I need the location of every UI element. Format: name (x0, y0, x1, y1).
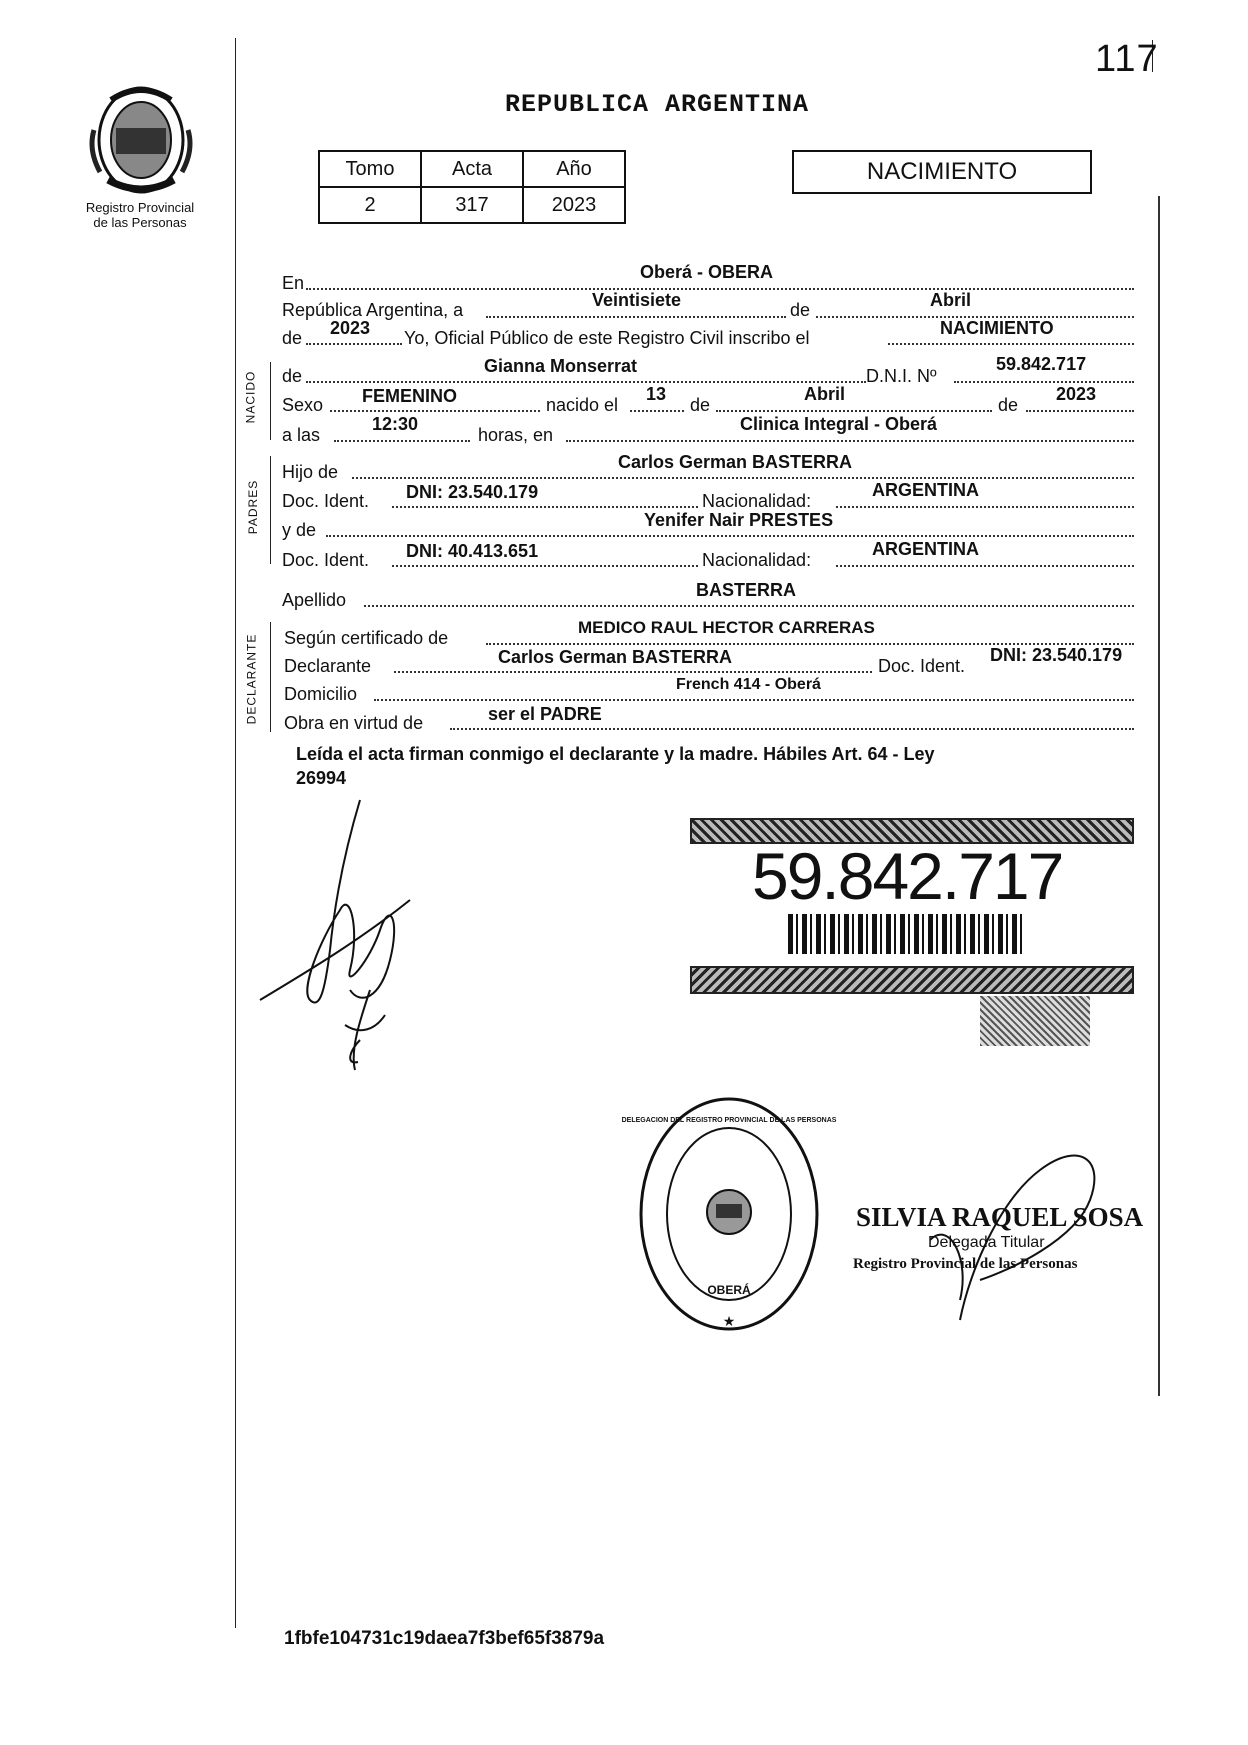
official-org: Registro Provincial de las Personas (853, 1256, 1078, 1272)
dotted-line (836, 506, 1134, 508)
label-declarante: Declarante (284, 656, 372, 676)
label-doc-ident: Doc. Ident. (282, 491, 370, 511)
dotted-line (330, 410, 540, 412)
value-nombre: Gianna Monserrat (484, 356, 638, 376)
value-mes-nac: Abril (804, 384, 846, 404)
value-tomo: 2 (319, 187, 421, 223)
value-mes: Abril (930, 290, 972, 310)
dotted-line (630, 410, 684, 412)
value-madre: Yenifer Nair PRESTES (644, 510, 834, 530)
official-stamp (621, 1094, 837, 1334)
label-doc-ident-2: Doc. Ident. (282, 550, 370, 570)
value-hora: 12:30 (372, 414, 419, 434)
register-table (318, 150, 626, 224)
value-acto: NACIMIENTO (940, 318, 1054, 338)
dotted-line (486, 316, 786, 318)
value-padre-dni: DNI: 23.540.179 (406, 482, 539, 502)
section-declarante: DECLARANTE (244, 633, 259, 725)
svg-text:★: ★ (722, 1313, 736, 1329)
label-republica: República Argentina, a (282, 300, 464, 320)
value-lugar-nac: Clinica Integral - Oberá (740, 414, 938, 434)
label-de-nombre: de (282, 366, 303, 386)
dotted-line (334, 440, 470, 442)
dotted-line (306, 343, 402, 345)
label-yo-oficial: Yo, Oficial Público de este Registro Civil inscribo el (404, 328, 810, 348)
dotted-line (364, 605, 1134, 607)
document-hash: 1fbfe104731c19daea7f3bef65f3879a (284, 1628, 605, 1649)
label-doc-ident-decl: Doc. Ident. (878, 656, 966, 676)
svg-text:OBERÁ: OBERÁ (707, 1283, 751, 1297)
value-declarante-dni: DNI: 23.540.179 (990, 645, 1123, 665)
dotted-line (352, 477, 1134, 479)
value-dia: Veintisiete (592, 290, 682, 310)
dotted-line (836, 565, 1134, 567)
value-anio-nac: 2023 (1056, 384, 1097, 404)
label-nacido-el: nacido el (546, 395, 619, 415)
value-madre-dni: DNI: 40.413.651 (406, 541, 539, 561)
value-lugar: Oberá - OBERA (640, 262, 774, 282)
label-apellido: Apellido (282, 590, 347, 610)
dotted-line (306, 381, 866, 383)
value-domicilio: French 414 - Oberá (676, 676, 821, 693)
dotted-line (306, 288, 1134, 290)
dni-security-strip-bottom (690, 966, 1134, 994)
value-anio: 2023 (523, 187, 625, 223)
act-type-box: NACIMIENTO (792, 150, 1092, 194)
value-dia-nac: 13 (646, 384, 667, 404)
left-margin-line (235, 38, 236, 1628)
declarant-signature (250, 790, 450, 1090)
header-acta: Acta (421, 151, 523, 187)
dni-security-mark (980, 996, 1090, 1046)
dotted-line (326, 535, 1134, 537)
dotted-line (888, 343, 1134, 345)
value-acta: 317 (421, 187, 523, 223)
dotted-line (1026, 410, 1134, 412)
value-padre: Carlos German BASTERRA (618, 452, 853, 472)
label-nacionalidad-2: Nacionalidad: (702, 550, 812, 570)
logo-caption: Registro Provincial de las Personas (85, 200, 195, 230)
label-obra-en-virtud: Obra en virtud de (284, 713, 424, 733)
value-dni: 59.842.717 (996, 354, 1087, 374)
label-nacionalidad: Nacionalidad: (702, 491, 812, 511)
svg-text:DELEGACION DEL REGISTRO PROVIN: DELEGACION DEL REGISTRO PROVINCIAL DE LAS PERSONAS (621, 1117, 837, 1124)
dotted-line (392, 506, 698, 508)
value-apellido: BASTERRA (696, 580, 797, 600)
dotted-line (566, 440, 1134, 442)
section-bracket (270, 456, 271, 564)
page-number: 117 (1095, 38, 1159, 80)
official-role: Delegada Titular (928, 1234, 1045, 1251)
right-margin-line (1158, 196, 1160, 1396)
value-declarante: Carlos German BASTERRA (498, 647, 733, 667)
label-a-las: a las (282, 425, 321, 445)
dotted-line (374, 699, 1134, 701)
value-sexo: FEMENINO (362, 386, 458, 406)
dotted-line (394, 671, 872, 673)
label-de: de (790, 300, 811, 320)
section-padres: PADRES (246, 479, 261, 535)
dotted-line (954, 381, 1134, 383)
label-y-de: y de (282, 520, 317, 540)
dni-barcode (788, 914, 1026, 954)
label-dni: D.N.I. Nº (866, 366, 937, 386)
value-madre-nacionalidad: ARGENTINA (872, 539, 979, 559)
label-en: En (282, 273, 305, 293)
label-domicilio: Domicilio (284, 684, 358, 704)
value-anio: 2023 (330, 318, 371, 338)
document-title: REPUBLICA ARGENTINA (505, 90, 810, 119)
value-padre-nacionalidad: ARGENTINA (872, 480, 979, 500)
province-logo (86, 80, 196, 201)
label-horas-en: horas, en (478, 425, 554, 445)
header-tomo: Tomo (319, 151, 421, 187)
dni-label-number: 59.842.717 (752, 839, 1063, 913)
dotted-line (716, 410, 992, 412)
header-anio: Año (523, 151, 625, 187)
label-de-mes: de (690, 395, 711, 415)
closing-statement: Leída el acta firman conmigo el declarante y la madre. Hábiles Art. 64 - Ley 26994 (296, 744, 935, 788)
section-nacido: NACIDO (243, 370, 258, 424)
value-obra: ser el PADRE (488, 704, 602, 724)
label-sexo: Sexo (282, 395, 324, 415)
value-certificado: MEDICO RAUL HECTOR CARRERAS (578, 618, 875, 637)
label-de-year: de (282, 328, 303, 348)
label-segun-certificado: Según certificado de (284, 628, 449, 648)
dotted-line (450, 728, 1134, 730)
official-name: SILVIA RAQUEL SOSA (856, 1202, 1144, 1232)
dotted-line (392, 565, 698, 567)
section-bracket (270, 622, 271, 732)
section-bracket (270, 362, 271, 440)
label-de-anio: de (998, 395, 1019, 415)
label-hijo-de: Hijo de (282, 462, 339, 482)
